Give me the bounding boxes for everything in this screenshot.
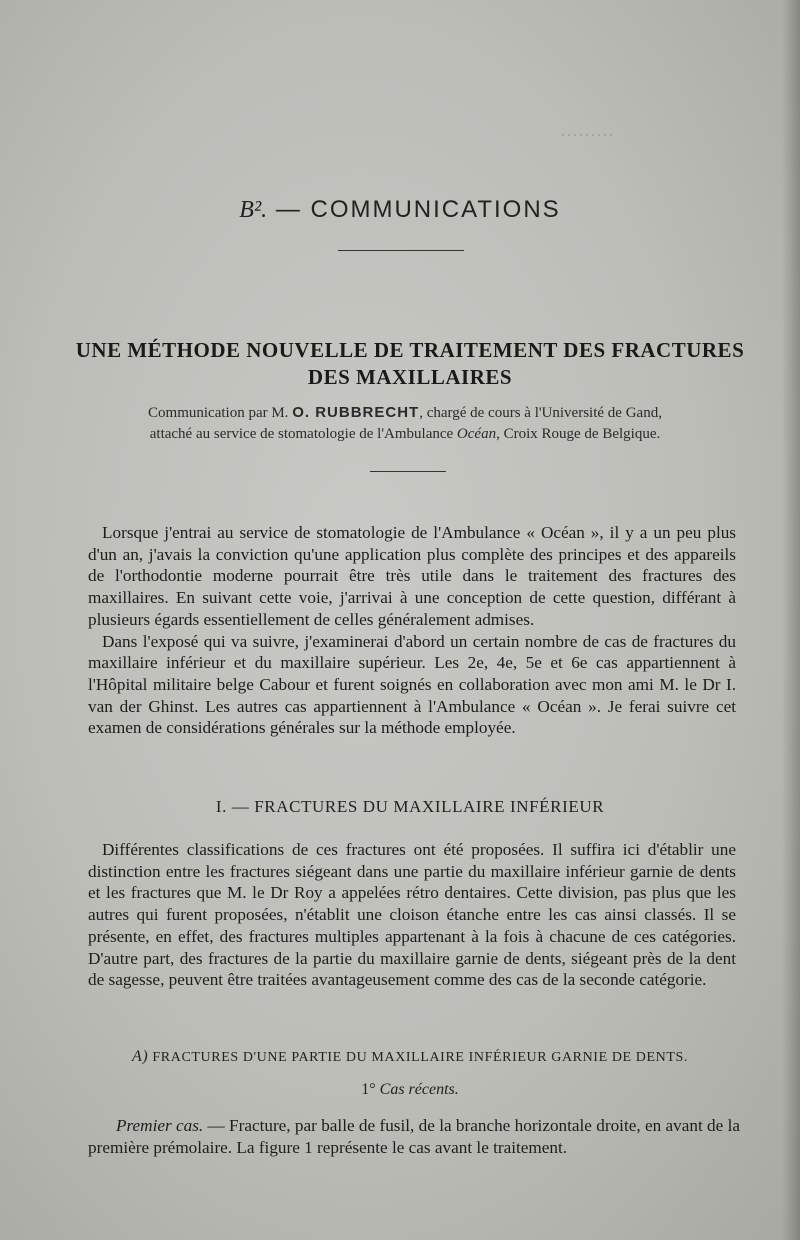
subsection-heading xyxy=(60,1048,760,1066)
case1-paragraph xyxy=(88,1115,740,1158)
section-title: — COMMUNICATIONS xyxy=(275,196,561,223)
subsection-label: A) xyxy=(132,1048,149,1065)
intro-text xyxy=(88,522,736,739)
section-heading xyxy=(0,196,800,224)
byline-line2 xyxy=(60,424,750,445)
article-title-line1: UNE MÉTHODE NOUVELLE DE TRAITEMENT DES FRACTURES xyxy=(75,338,745,362)
byline-rule xyxy=(370,471,446,472)
section-rule xyxy=(338,250,464,251)
byline-line2-a: attaché au service de stomatologie de l'Ambulance xyxy=(149,426,454,442)
subsubsection-heading xyxy=(60,1081,760,1099)
byline-line2-b: , Croix Rouge de Belgique. xyxy=(496,426,661,442)
case1-body: — Fracture, par balle de fusil, de la branche horizontale droite, en avant de la première prémolaire. La figure 1 représente le cas avant le traitement. xyxy=(88,1116,741,1157)
section-number: B². xyxy=(239,197,268,223)
part1-paragraph-1: Différentes classifications de ces fractures ont été proposées. Il suffira ici d'établir une distinction entre les fractures siégeant dans une partie du maxillaire inférieur garnie de dents et les fractures que M. le Dr Roy a appelées rétro dentaires. Cette division, pas plus que les autres qui furent proposées, n'établit une cloison étanche entre les cas ainsi classés. Il se présente, en effet, des fractures multiples appartenant à la fois à chacune de ces catégories. D'autre part, des fractures de la partie du maxillaire garnie de dents, siégeant près de la dent de sagesse, peuvent être traitées avantageusement comme des cas de la seconde catégorie. xyxy=(88,840,736,990)
bleed-through-text: ……… xyxy=(560,120,614,140)
byline-line1 xyxy=(60,402,750,424)
page-edge-shadow xyxy=(782,0,800,1240)
part1-heading: I. — FRACTURES DU MAXILLAIRE INFÉRIEUR xyxy=(215,797,605,816)
subsubsection-number: 1° xyxy=(361,1081,376,1098)
byline-ocean: Océan xyxy=(456,426,497,442)
byline-rest: , chargé de cours à l'Université de Gand, xyxy=(419,405,662,421)
subsection-title: FRACTURES D'UNE PARTIE DU MAXILLAIRE INFÉRIEUR GARNIE DE DENTS. xyxy=(152,1050,688,1065)
intro-paragraph-1: Lorsque j'entrai au service de stomatologie de l'Ambulance « Océan », il y a un peu plus d'un an, j'avais la conviction qu'une application plus complète des principes et des appareils de l'orthodontie moderne pourrait être très utile dans le traitement des fractures des maxillaires. En suivant cette voie, j'arrivai à une conception de cette question, différant à plusieurs égards essentiellement de celles généralement admises. xyxy=(88,523,736,629)
article-title-line2: DES MAXILLAIRES xyxy=(307,365,513,389)
byline-author: O. RUBBRECHT xyxy=(292,404,420,421)
subsubsection-title: Cas récents. xyxy=(379,1081,459,1098)
part1-text xyxy=(88,839,736,991)
intro-paragraph-2: Dans l'exposé qui va suivre, j'examinerai d'abord un certain nombre de cas de fractures du maxillaire inférieur et du maxillaire supérieur. Les 2e, 4e, 5e et 6e cas appartiennent à l'Hôpital militaire belge Cabour et furent soignés en collaboration avec mon ami M. le Dr I. van der Ghinst. Les autres cas appartiennent à l'Ambulance « Océan ». Je ferai suivre cet examen de considérations générales sur la méthode employée. xyxy=(88,631,736,738)
byline-prefix: Communication par M. xyxy=(148,405,289,421)
case1-label: Premier cas. xyxy=(116,1116,204,1135)
case1-text xyxy=(88,1115,740,1158)
